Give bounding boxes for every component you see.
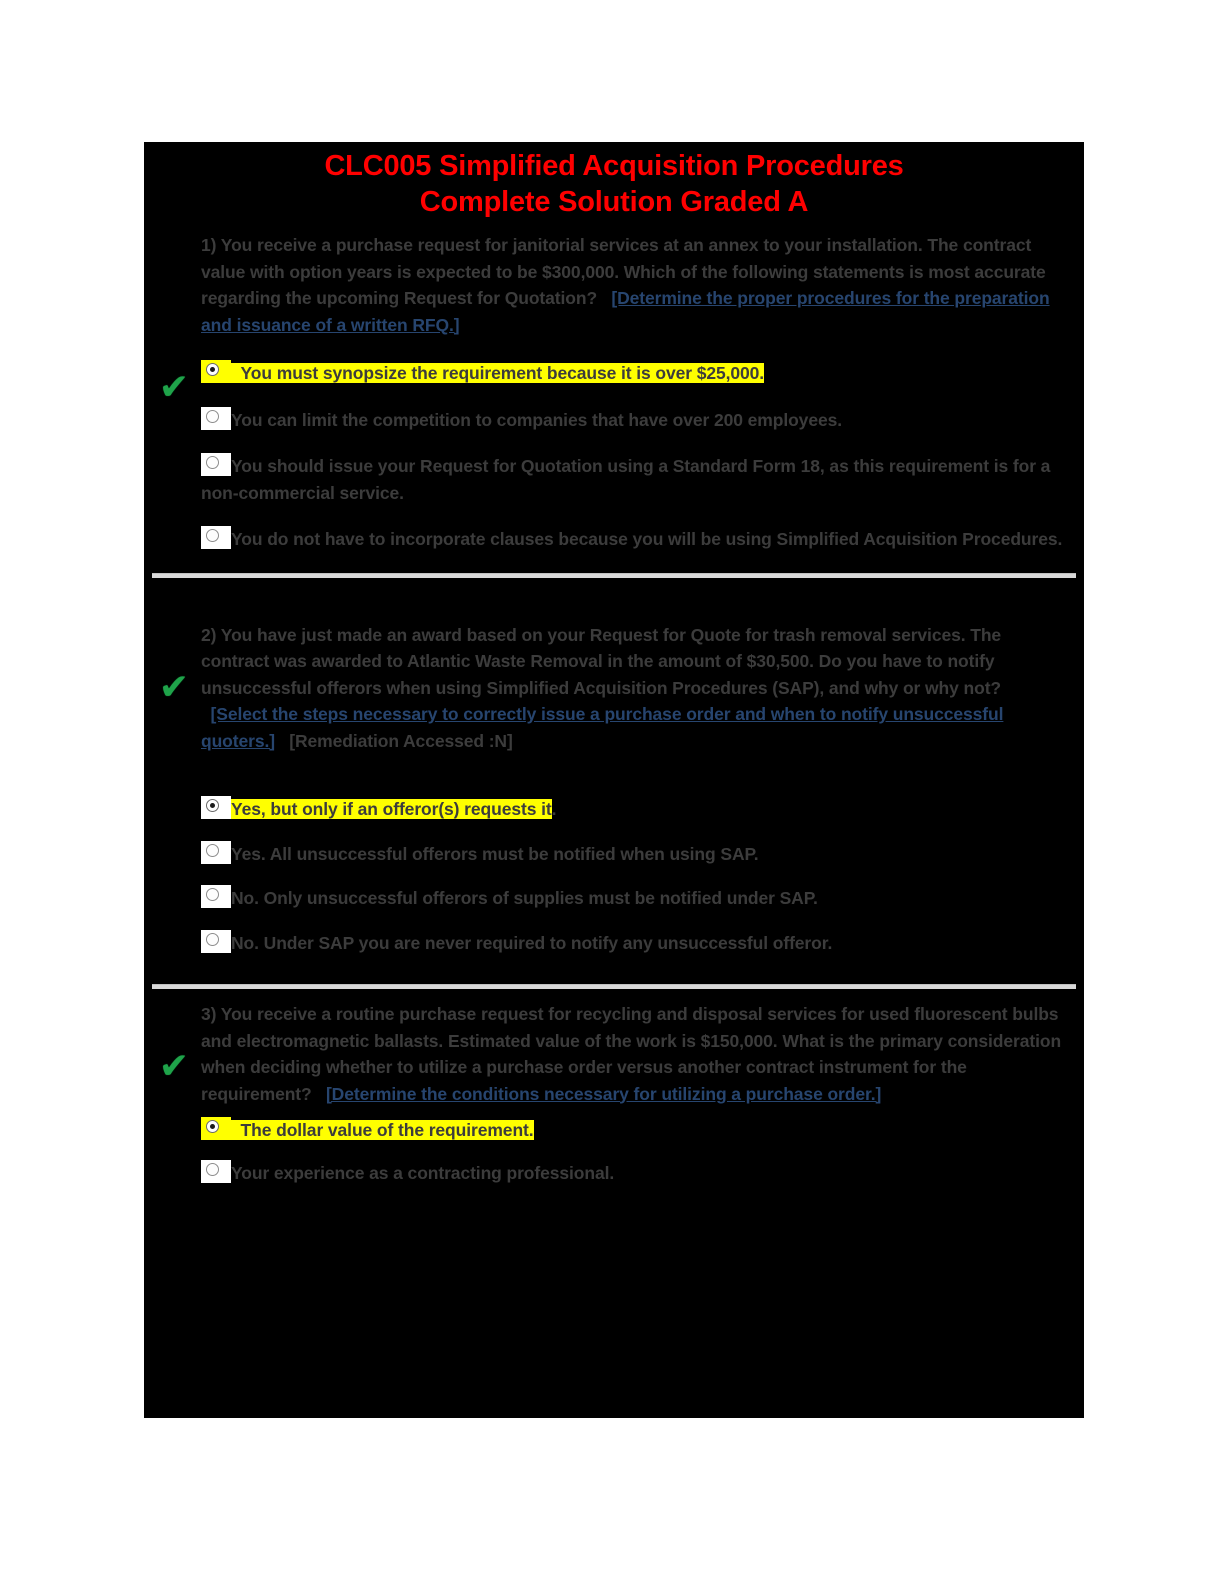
green-check-icon: ✔	[158, 666, 190, 708]
spacer	[144, 578, 1084, 622]
question-prompt-1	[201, 232, 1072, 338]
page-title-line-1: CLC005 Simplified Acquisition Procedures	[324, 150, 904, 182]
question-prompt-2	[201, 622, 1072, 755]
option-label: Your experience as a contracting professional.	[231, 1162, 615, 1183]
options-list-2	[144, 796, 1072, 956]
radio-dial-icon	[206, 456, 219, 469]
document-page	[144, 142, 1084, 1418]
radio-dial-icon	[206, 799, 219, 812]
option-label: Yes. All unsuccessful offerors must be notified when using SAP.	[231, 843, 759, 864]
option-label-trailing: .	[551, 799, 557, 819]
spacer	[144, 754, 1072, 796]
option-row[interactable]	[201, 1117, 1072, 1144]
question-prompt-3	[201, 1001, 1072, 1107]
question-block-1	[144, 232, 1084, 553]
green-check-icon: ✔	[158, 367, 190, 408]
question-remediation-link-3[interactable]: [Determine the conditions necessary for utilizing a purchase order.]	[325, 1083, 882, 1104]
radio-button[interactable]	[201, 453, 231, 476]
option-label: You should issue your Request for Quotation using a Standard Form 18, as this requirement is for a non-commercial service.	[201, 456, 1051, 503]
option-label: You can limit the competition to companies that have over 200 employees.	[231, 409, 842, 430]
question-remediation-link-2[interactable]: [Select the steps necessary to correctly issue a purchase order and when to notify unsuccessful quoters.]	[201, 704, 1004, 751]
spacer	[144, 1107, 1072, 1117]
radio-dial-icon	[206, 888, 219, 901]
question-prompt-1-text: 1) You receive a purchase request for janitorial services at an annex to your installation. The contract value with option years is expected to be $300,000. Which of the following statements is most accurate regarding the upcoming Request for Quotation?	[201, 235, 1046, 308]
radio-dial-icon	[206, 933, 219, 946]
option-row[interactable]	[201, 407, 1072, 434]
page-title	[144, 142, 1084, 220]
radio-button[interactable]	[201, 407, 231, 430]
radio-dial-icon	[206, 844, 219, 857]
radio-dial-icon	[206, 363, 219, 376]
page-title-line-2: Complete Solution Graded A	[419, 186, 809, 218]
option-row[interactable]	[201, 841, 1072, 868]
option-row[interactable]	[201, 360, 1072, 387]
option-row[interactable]	[201, 453, 1072, 506]
option-label: No. Under SAP you are never required to notify any unsuccessful offeror.	[231, 932, 833, 953]
radio-button[interactable]	[201, 841, 231, 864]
radio-button[interactable]	[201, 526, 231, 549]
options-list-3	[144, 1117, 1072, 1186]
option-row[interactable]	[201, 885, 1072, 912]
option-row[interactable]	[201, 796, 1072, 823]
radio-dial-icon	[206, 410, 219, 423]
question-remediation-link-1[interactable]: [Determine the proper procedures for the preparation and issuance of a written RFQ.]	[201, 288, 1050, 335]
radio-dial-icon	[206, 529, 219, 542]
radio-button[interactable]	[201, 930, 231, 953]
option-highlight	[201, 1120, 534, 1140]
option-label: The dollar value of the requirement.	[240, 1120, 534, 1140]
option-highlight	[201, 363, 764, 383]
spacer	[144, 989, 1084, 1001]
radio-button[interactable]	[201, 360, 231, 383]
green-check-icon: ✔	[158, 1046, 190, 1087]
option-row[interactable]	[201, 1160, 1072, 1187]
option-label: No. Only unsuccessful offerors of supplies must be notified under SAP.	[231, 888, 818, 908]
spacer	[144, 220, 1084, 232]
remediation-accessed-flag: [Remediation Accessed :N]	[289, 730, 513, 751]
option-row[interactable]	[201, 526, 1072, 553]
radio-button[interactable]	[201, 1160, 231, 1183]
question-prompt-3-text: 3) You receive a routine purchase request for recycling and disposal services for used fluorescent bulbs and electromagnetic ballasts. Estimated value of the work is $150,000. What is the primary consideration when deciding whether to utilize a purchase order versus another contract instrument for the requirement?	[201, 1004, 1062, 1104]
spacer	[144, 956, 1084, 984]
spacer	[144, 338, 1072, 360]
question-prompt-2-text: 2) You have just made an award based on your Request for Quote for trash removal services. The contract was awarded to Atlantic Waste Removal in the amount of $30,500. Do you have to notify unsuccessful offerors when using Simplified Acquisition Procedures (SAP), and why or why not?	[201, 624, 1002, 698]
radio-button[interactable]	[201, 796, 231, 819]
radio-button[interactable]	[201, 1117, 231, 1140]
option-label: You do not have to incorporate clauses because you will be using Simplified Acquisition Procedures.	[231, 529, 1063, 549]
option-label: Yes, but only if an offeror(s) requests it	[231, 799, 552, 819]
radio-dial-icon	[206, 1120, 219, 1133]
option-row[interactable]	[201, 930, 1072, 957]
option-label: You must synopsize the requirement because it is over $25,000.	[240, 363, 765, 383]
spacer	[144, 553, 1084, 573]
question-block-3	[144, 1001, 1084, 1186]
radio-button[interactable]	[201, 885, 231, 908]
options-list-1	[144, 360, 1072, 553]
question-block-2	[144, 622, 1084, 957]
radio-dial-icon	[206, 1163, 219, 1176]
